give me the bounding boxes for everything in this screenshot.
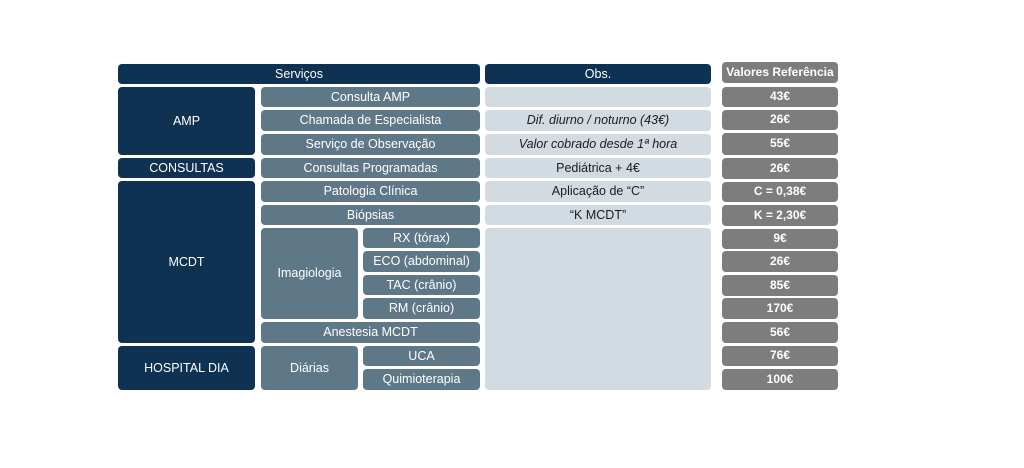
service-consulta-amp: Consulta AMP [261, 87, 480, 107]
service-eco-abdominal: ECO (abdominal) [363, 251, 480, 272]
obs-consultas-programadas: Pediátrica + 4€ [485, 158, 711, 178]
value-patologia-clinica: C = 0,38€ [722, 182, 838, 202]
group-mcdt: MCDT [118, 181, 255, 343]
service-rx-torax: RX (tórax) [363, 228, 480, 248]
service-uca: UCA [363, 346, 480, 366]
obs-consulta-amp [485, 87, 711, 107]
group-hospital-dia: HOSPITAL DIA [118, 346, 255, 390]
value-uca: 76€ [722, 346, 838, 366]
value-eco-abdominal: 26€ [722, 251, 838, 272]
obs-patologia-clinica: Aplicação de “C” [485, 181, 711, 202]
service-patologia-clinica: Patologia Clínica [261, 181, 480, 202]
value-biopsias: K = 2,30€ [722, 205, 838, 226]
service-anestesia-mcdt: Anestesia MCDT [261, 322, 480, 343]
value-tac-cranio: 85€ [722, 275, 838, 296]
header-obs: Obs. [485, 64, 711, 84]
service-chamada-especialista: Chamada de Especialista [261, 110, 480, 131]
subgroup-diarias: Diárias [261, 346, 358, 390]
header-valores-referencia: Valores Referência [722, 62, 838, 83]
value-consultas-programadas: 26€ [722, 158, 838, 179]
service-biopsias: Biópsias [261, 205, 480, 225]
subgroup-imagiologia: Imagiologia [261, 228, 358, 319]
obs-empty-block [485, 228, 711, 390]
value-rx-torax: 9€ [722, 229, 838, 249]
obs-chamada-especialista: Dif. diurno / noturno (43€) [485, 110, 711, 131]
obs-biopsias: “K MCDT” [485, 205, 711, 225]
value-consulta-amp: 43€ [722, 87, 838, 107]
value-quimioterapia: 100€ [722, 369, 838, 390]
group-consultas: CONSULTAS [118, 158, 255, 178]
service-servico-observacao: Serviço de Observação [261, 134, 480, 155]
value-rm-cranio: 170€ [722, 298, 838, 319]
value-servico-observacao: 55€ [722, 133, 838, 155]
service-rm-cranio: RM (crânio) [363, 298, 480, 319]
service-tac-cranio: TAC (crânio) [363, 275, 480, 295]
service-consultas-programadas: Consultas Programadas [261, 158, 480, 178]
value-chamada-especialista: 26€ [722, 110, 838, 130]
value-anestesia-mcdt: 56€ [722, 322, 838, 343]
service-quimioterapia: Quimioterapia [363, 369, 480, 390]
obs-servico-observacao: Valor cobrado desde 1ª hora [485, 134, 711, 155]
header-servicos: Serviços [118, 64, 480, 84]
group-amp: AMP [118, 87, 255, 155]
